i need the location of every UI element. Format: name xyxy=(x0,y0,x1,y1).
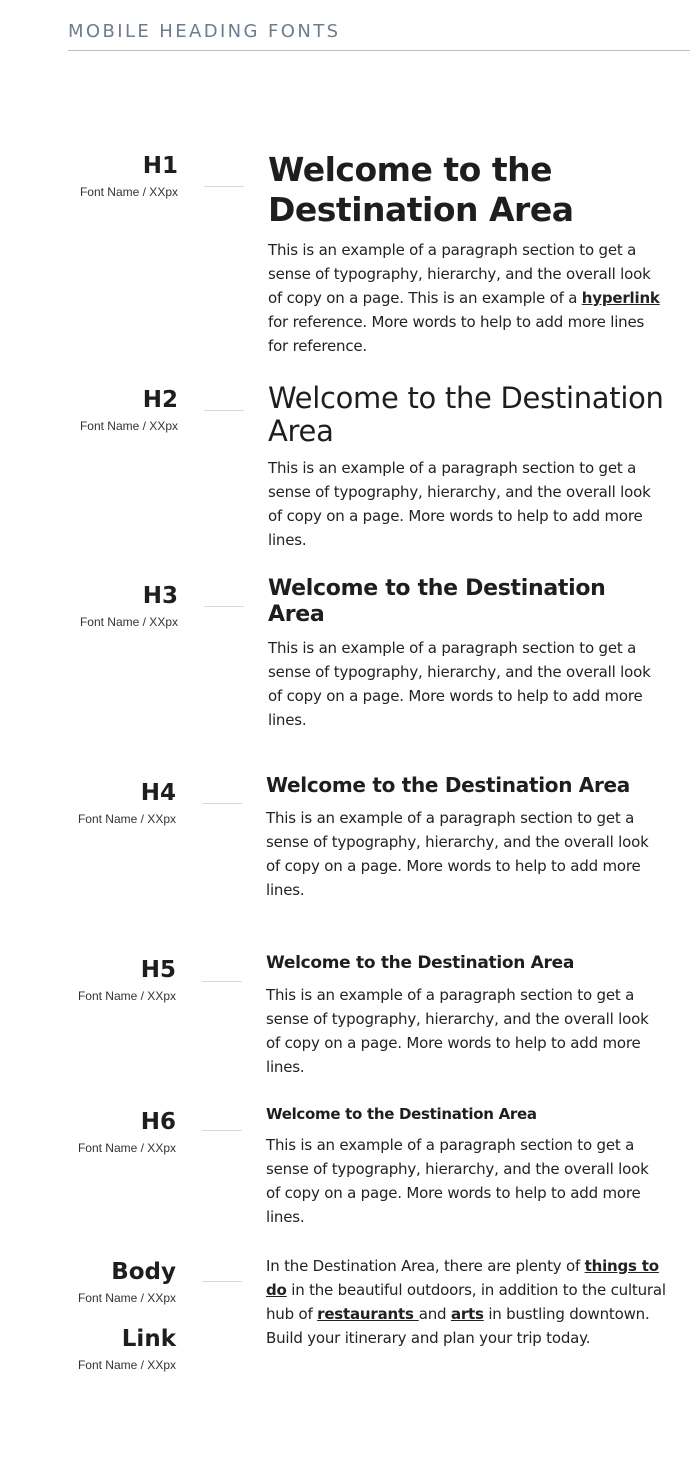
h2-heading: Welcome to the Destination Area xyxy=(268,381,664,448)
body-label xyxy=(78,1259,176,1305)
h5-content xyxy=(266,951,666,1079)
link-font-name: Font Name / XXpx xyxy=(77,1358,176,1372)
h1-font-name: Font Name / XXpx xyxy=(79,185,178,199)
h5-tag: H5 xyxy=(140,957,176,983)
h2-font-name: Font Name / XXpx xyxy=(79,419,178,433)
h3-font-name: Font Name / XXpx xyxy=(79,615,178,629)
h3-label xyxy=(80,583,178,629)
h2-connector xyxy=(204,410,244,411)
h1-label xyxy=(80,153,178,199)
h6-label xyxy=(78,1109,176,1155)
h6-font-name: Font Name / XXpx xyxy=(77,1141,176,1155)
h5-font-name: Font Name / XXpx xyxy=(77,989,176,1003)
h1-content xyxy=(268,150,668,358)
hyperlink[interactable]: hyperlink xyxy=(581,289,660,307)
h5-connector xyxy=(202,981,242,982)
h6-tag: H6 xyxy=(140,1109,176,1135)
arts-link[interactable]: arts xyxy=(450,1305,484,1323)
h6-paragraph: This is an example of a paragraph section to get a sense of typography, hierarchy, and the overall look of copy on a page. More words to help to add more lines. xyxy=(266,1136,649,1226)
h2-content xyxy=(268,382,668,552)
h4-content xyxy=(266,773,666,902)
h3-paragraph: This is an example of a paragraph section to get a sense of typography, hierarchy, and the overall look of copy on a page. More words to help to add more lines. xyxy=(268,639,651,729)
h4-tag: H4 xyxy=(140,780,176,806)
body-content xyxy=(266,1254,666,1350)
h5-label xyxy=(78,957,176,1003)
h1-heading: Welcome to the Destination Area xyxy=(268,150,574,229)
h3-content xyxy=(268,576,668,732)
h6-content xyxy=(266,1103,666,1229)
h2-paragraph: This is an example of a paragraph section to get a sense of typography, hierarchy, and the overall look of copy on a page. More words to help to add more lines. xyxy=(268,459,651,549)
h3-heading: Welcome to the Destination Area xyxy=(268,576,606,627)
h2-tag: H2 xyxy=(142,387,178,413)
h5-paragraph: This is an example of a paragraph section to get a sense of typography, hierarchy, and the overall look of copy on a page. More words to help to add more lines. xyxy=(266,986,649,1076)
body-tag: Body xyxy=(111,1259,176,1285)
h1-connector xyxy=(204,186,244,187)
h4-font-name: Font Name / XXpx xyxy=(77,812,176,826)
h5-heading: Welcome to the Destination Area xyxy=(266,953,575,973)
h2-label xyxy=(80,387,178,433)
h1-tag: H1 xyxy=(142,153,178,179)
h6-connector xyxy=(202,1130,242,1131)
h4-heading: Welcome to the Destination Area xyxy=(266,773,631,797)
page-header xyxy=(68,20,690,51)
link-label xyxy=(78,1326,176,1372)
body-connector xyxy=(202,1281,242,1282)
h4-label xyxy=(78,780,176,826)
h4-paragraph: This is an example of a paragraph section to get a sense of typography, hierarchy, and the overall look of copy on a page. More words to help to add more lines. xyxy=(266,809,649,899)
things-to-do-link[interactable]: things to do xyxy=(266,1257,659,1299)
h4-connector xyxy=(202,803,242,804)
h3-tag: H3 xyxy=(142,583,178,609)
restaurants-link[interactable]: restaurants xyxy=(317,1305,419,1323)
body-paragraph: In the Destination Area, there are plenty of things to do in the beautiful outdoors, in addition to the cultural hub of restaurants and arts in bustling downtown. Build your itinerary and plan your trip today. xyxy=(266,1257,666,1347)
h3-connector xyxy=(204,606,244,607)
h1-paragraph: This is an example of a paragraph section to get a sense of typography, hierarchy, and the overall look of copy on a page. This is an example of a hyperlink for reference. More words to help to add more lines for reference. xyxy=(268,241,660,355)
page-title: MOBILE HEADING FONTS xyxy=(68,21,341,42)
h6-heading: Welcome to the Destination Area xyxy=(266,1105,537,1123)
link-tag: Link xyxy=(121,1326,176,1352)
body-font-name: Font Name / XXpx xyxy=(77,1291,176,1305)
